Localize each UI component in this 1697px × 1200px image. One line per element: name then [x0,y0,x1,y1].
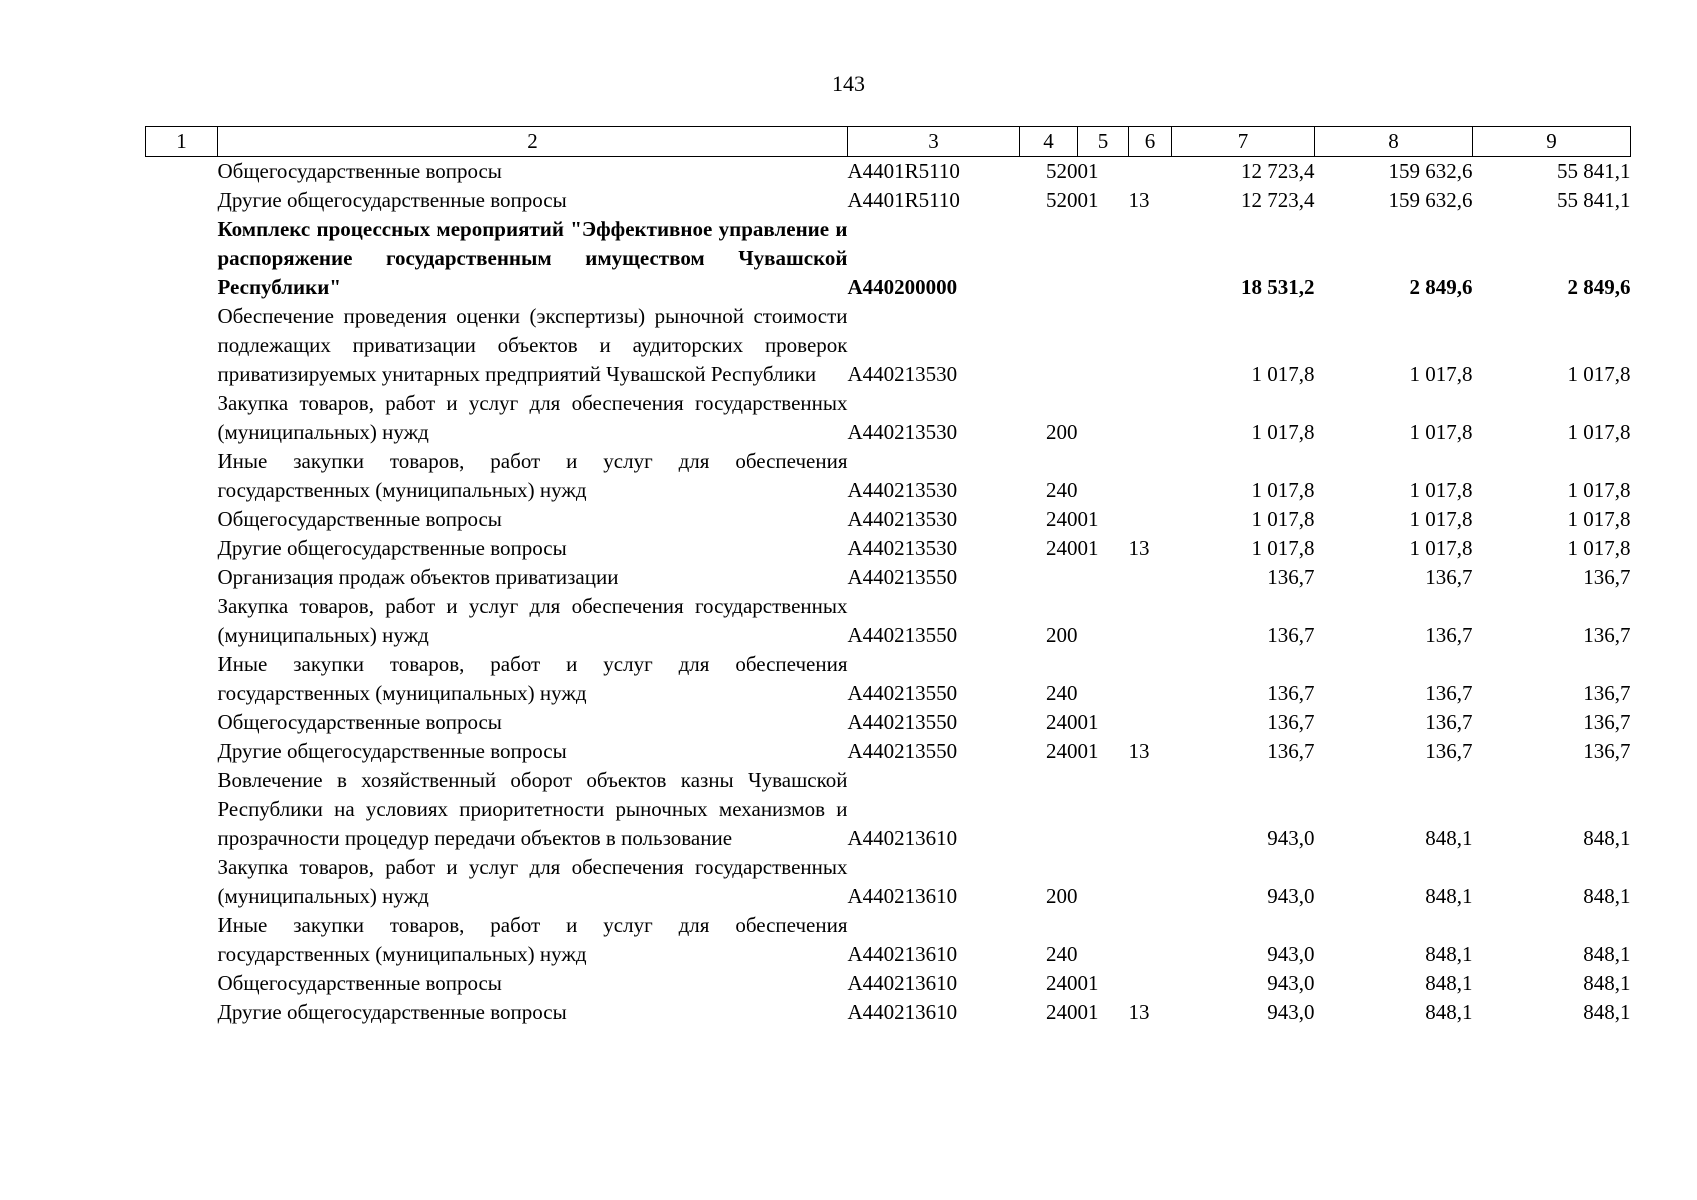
section-code [1078,302,1129,389]
amount-col-8: 136,7 [1425,681,1473,705]
expense-type: 200 [1046,623,1078,647]
amount-col-8: 848,1 [1425,942,1473,966]
section-code: 01 [1077,971,1099,995]
expense-type: 520 [1046,159,1078,183]
blank-cell [146,911,218,969]
row-name: Иные закупки товаров, работ и услуг для обеспечения государственных (муниципальных) нужд [217,913,848,966]
expense-type: 240 [1046,942,1078,966]
row-name: Вовлечение в хозяйственный оборот объектов казны Чувашской Республики на условиях приоритетности рыночных механизмов и прозрачности процедур передачи объектов в пользование [217,768,848,850]
table-row [146,737,1631,766]
row-name: Другие общегосударственные вопросы [217,1000,567,1024]
expense-type: 200 [1046,884,1078,908]
blank-cell [146,302,218,389]
subsection-code [1129,969,1172,998]
amount-col-7: 1 017,8 [1251,362,1315,386]
row-name: Закупка товаров, работ и услуг для обеспечения государственных (муниципальных) нужд [217,391,848,444]
row-name: Общегосударственные вопросы [217,159,502,183]
table-row [146,215,1631,302]
table-row [146,302,1631,389]
table-row [146,766,1631,853]
blank-cell [146,766,218,853]
subsection-code [1129,911,1172,969]
amount-col-8: 136,7 [1425,623,1473,647]
table-row [146,592,1631,650]
amount-col-8: 1 017,8 [1409,536,1473,560]
subsection-code [1129,766,1172,853]
row-name: Другие общегосударственные вопросы [217,536,567,560]
expense-type: 240 [1046,507,1078,531]
amount-col-9: 848,1 [1583,971,1631,995]
amount-col-8: 136,7 [1425,565,1473,589]
expense-type: 240 [1046,478,1078,502]
amount-col-7: 136,7 [1267,739,1315,763]
amount-col-7: 1 017,8 [1251,536,1315,560]
expense-type: 240 [1046,681,1078,705]
target-code: А4401R5110 [847,159,960,183]
amount-col-9: 136,7 [1583,623,1631,647]
row-name: Закупка товаров, работ и услуг для обеспечения государственных (муниципальных) нужд [217,855,848,908]
amount-col-7: 1 017,8 [1251,507,1315,531]
section-code [1078,447,1129,505]
target-code: А440213550 [847,681,958,705]
blank-cell [146,563,218,592]
target-code: А4401R5110 [847,188,960,212]
expense-type: 520 [1046,188,1078,212]
amount-col-8: 159 632,6 [1388,188,1473,212]
row-name: Другие общегосударственные вопросы [217,739,567,763]
col-header: 4 [1020,127,1078,157]
blank-cell [146,505,218,534]
budget-table [145,126,1631,1027]
expense-type: 200 [1046,420,1078,444]
section-code: 01 [1077,710,1099,734]
subsection-code: 13 [1128,188,1150,212]
section-code [1078,215,1129,302]
blank-cell [146,157,218,187]
expense-type: 240 [1046,1000,1078,1024]
subsection-code: 13 [1128,1000,1150,1024]
target-code: А440213530 [847,507,958,531]
amount-col-8: 1 017,8 [1409,507,1473,531]
subsection-code [1129,563,1172,592]
expense-type [1020,563,1078,592]
amount-col-7: 18 531,2 [1241,275,1315,299]
amount-col-7: 12 723,4 [1241,188,1315,212]
amount-col-7: 12 723,4 [1241,159,1315,183]
section-code [1078,389,1129,447]
amount-col-7: 943,0 [1267,971,1315,995]
amount-col-7: 136,7 [1267,565,1315,589]
expense-type: 240 [1046,710,1078,734]
amount-col-9: 55 841,1 [1557,159,1631,183]
subsection-code [1129,215,1172,302]
table-row [146,998,1631,1027]
amount-col-7: 136,7 [1267,681,1315,705]
amount-col-8: 159 632,6 [1388,159,1473,183]
section-code [1078,592,1129,650]
page-number: 143 [832,71,865,96]
blank-cell [146,998,218,1027]
blank-cell [146,389,218,447]
amount-col-9: 136,7 [1583,681,1631,705]
target-code: А440213550 [847,623,958,647]
target-code: А440213610 [847,884,958,908]
amount-col-7: 1 017,8 [1251,478,1315,502]
table-row [146,157,1631,187]
col-header: 1 [146,127,218,157]
section-code: 01 [1077,507,1099,531]
subsection-code [1129,389,1172,447]
expense-type: 240 [1046,536,1078,560]
subsection-code: 13 [1128,536,1150,560]
row-name: Закупка товаров, работ и услуг для обеспечения государственных (муниципальных) нужд [217,594,848,647]
target-code: А440200000 [847,275,958,299]
amount-col-8: 848,1 [1425,1000,1473,1024]
col-header: 9 [1473,127,1631,157]
expense-type [1020,302,1078,389]
subsection-code [1129,853,1172,911]
amount-col-8: 848,1 [1425,826,1473,850]
amount-col-8: 1 017,8 [1409,362,1473,386]
section-code [1078,853,1129,911]
row-name: Другие общегосударственные вопросы [217,188,567,212]
amount-col-9: 1 017,8 [1567,362,1631,386]
blank-cell [146,650,218,708]
target-code: А440213550 [847,565,958,589]
row-name: Общегосударственные вопросы [217,971,502,995]
table-row [146,969,1631,998]
col-header: 3 [848,127,1020,157]
amount-col-9: 848,1 [1583,884,1631,908]
amount-col-8: 1 017,8 [1409,478,1473,502]
amount-col-7: 943,0 [1267,826,1315,850]
target-code: А440213550 [847,739,958,763]
amount-col-7: 943,0 [1267,942,1315,966]
subsection-code: 13 [1128,739,1150,763]
row-name: Общегосударственные вопросы [217,507,502,531]
amount-col-9: 55 841,1 [1557,188,1631,212]
expense-type [1020,766,1078,853]
blank-cell [146,592,218,650]
amount-col-7: 136,7 [1267,623,1315,647]
amount-col-9: 1 017,8 [1567,507,1631,531]
col-header: 5 [1078,127,1129,157]
target-code: А440213610 [847,826,958,850]
row-name: Обеспечение проведения оценки (экспертизы) рыночной стоимости подлежащих приватизации объектов и аудиторских проверок приватизируемых унитарных предприятий Чувашской Республики [217,304,848,386]
row-name: Организация продаж объектов приватизации [217,565,619,589]
section-code [1078,766,1129,853]
section-code: 01 [1077,739,1099,763]
amount-col-8: 136,7 [1425,739,1473,763]
table-row [146,650,1631,708]
target-code: А440213610 [847,1000,958,1024]
section-code: 01 [1077,1000,1099,1024]
subsection-code [1129,650,1172,708]
amount-col-7: 943,0 [1267,1000,1315,1024]
header-row [146,127,1631,157]
col-header: 7 [1172,127,1315,157]
target-code: А440213530 [847,420,958,444]
amount-col-9: 136,7 [1583,710,1631,734]
amount-col-9: 136,7 [1583,565,1631,589]
row-name: Иные закупки товаров, работ и услуг для обеспечения государственных (муниципальных) нужд [217,449,848,502]
amount-col-9: 2 849,6 [1567,275,1631,299]
target-code: А440213610 [847,971,958,995]
subsection-code [1129,505,1172,534]
amount-col-9: 848,1 [1583,1000,1631,1024]
amount-col-7: 943,0 [1267,884,1315,908]
amount-col-9: 136,7 [1583,739,1631,763]
row-name: Общегосударственные вопросы [217,710,502,734]
table-row [146,447,1631,505]
row-name: Комплекс процессных мероприятий "Эффективное управление и распоряжение государственным имуществом Чувашской Республики" [217,217,848,299]
expense-type: 240 [1046,971,1078,995]
blank-cell [146,534,218,563]
blank-cell [146,853,218,911]
amount-col-8: 848,1 [1425,884,1473,908]
amount-col-9: 848,1 [1583,942,1631,966]
table-row [146,186,1631,215]
target-code: А440213530 [847,478,958,502]
amount-col-9: 1 017,8 [1567,536,1631,560]
table-row [146,389,1631,447]
subsection-code [1129,157,1172,187]
subsection-code [1129,302,1172,389]
amount-col-7: 1 017,8 [1251,420,1315,444]
row-name: Иные закупки товаров, работ и услуг для обеспечения государственных (муниципальных) нужд [217,652,848,705]
amount-col-9: 848,1 [1583,826,1631,850]
subsection-code [1129,447,1172,505]
table-row [146,563,1631,592]
blank-cell [146,447,218,505]
target-code: А440213610 [847,942,958,966]
blank-cell [146,737,218,766]
table-row [146,853,1631,911]
section-code: 01 [1077,188,1099,212]
target-code: А440213530 [847,536,958,560]
amount-col-8: 1 017,8 [1409,420,1473,444]
blank-cell [146,215,218,302]
table-row [146,911,1631,969]
section-code: 01 [1077,159,1099,183]
blank-cell [146,969,218,998]
amount-col-9: 1 017,8 [1567,420,1631,444]
expense-type: 240 [1046,739,1078,763]
col-header: 8 [1315,127,1473,157]
amount-col-9: 1 017,8 [1567,478,1631,502]
col-header: 2 [218,127,848,157]
amount-col-8: 848,1 [1425,971,1473,995]
blank-cell [146,708,218,737]
table-row [146,505,1631,534]
target-code: А440213550 [847,710,958,734]
expense-type [1020,215,1078,302]
section-code [1078,911,1129,969]
col-header: 6 [1129,127,1172,157]
blank-cell [146,186,218,215]
table-row [146,708,1631,737]
table-row [146,534,1631,563]
amount-col-7: 136,7 [1267,710,1315,734]
amount-col-8: 136,7 [1425,710,1473,734]
subsection-code [1129,708,1172,737]
section-code: 01 [1077,536,1099,560]
subsection-code [1129,592,1172,650]
amount-col-8: 2 849,6 [1409,275,1473,299]
target-code: А440213530 [847,362,958,386]
section-code [1078,650,1129,708]
section-code [1078,563,1129,592]
